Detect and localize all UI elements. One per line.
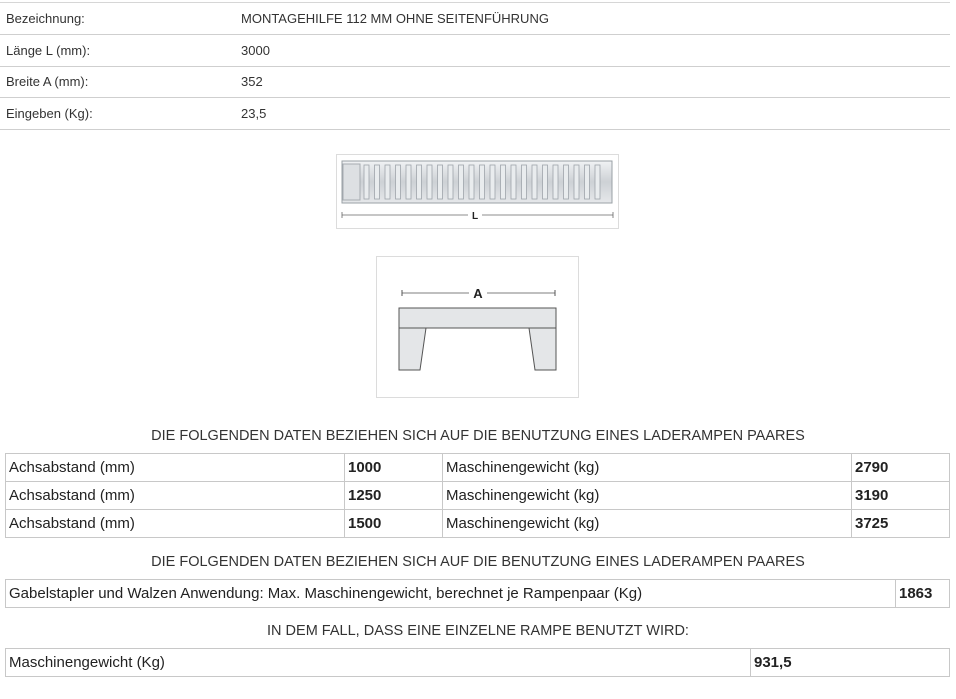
ramp-slat <box>427 165 432 199</box>
spec-label: Bezeichnung: <box>6 11 85 26</box>
ramp-slat <box>490 165 495 199</box>
ramp-cross-section-diagram <box>376 256 579 398</box>
ramp-slat <box>564 165 569 199</box>
ramp-slat <box>469 165 474 199</box>
axle-label: Achsabstand (mm) <box>6 454 345 482</box>
forklift-table <box>5 579 950 608</box>
spec-label: Breite A (mm): <box>6 74 89 89</box>
ramp-slat <box>522 165 527 199</box>
axle-value: 1250 <box>345 482 443 510</box>
weight-value: 3725 <box>852 510 950 538</box>
ramp-slat <box>480 165 485 199</box>
ramp-slat <box>595 165 600 199</box>
ramp-slat <box>396 165 401 199</box>
axle-value: 1000 <box>345 454 443 482</box>
ramp-top-view-diagram <box>336 154 619 229</box>
ramp-slat <box>385 165 390 199</box>
weight-value: 2790 <box>852 454 950 482</box>
dimension-label-l: L <box>471 211 479 222</box>
spec-row-breite <box>0 66 950 98</box>
ramp-slat <box>501 165 506 199</box>
table-row <box>6 510 950 538</box>
spec-row-gewicht <box>0 98 950 130</box>
single-ramp-label: Maschinengewicht (Kg) <box>6 649 751 677</box>
spec-value: MONTAGEHILFE 112 MM OHNE SEITENFÜHRUNG <box>241 11 549 26</box>
spec-value: 23,5 <box>241 106 267 121</box>
forklift-value: 1863 <box>896 580 950 608</box>
weight-label: Maschinengewicht (kg) <box>443 454 852 482</box>
ramp-slat <box>438 165 443 199</box>
weight-label: Maschinengewicht (kg) <box>443 482 852 510</box>
table-row <box>6 482 950 510</box>
spec-label: Länge L (mm): <box>6 43 91 58</box>
ramp-slat <box>459 165 464 199</box>
section-heading-forklift: DIE FOLGENDEN DATEN BEZIEHEN SICH AUF DIE BENUTZUNG EINES LADERAMPEN PAARES <box>151 554 805 570</box>
forklift-label: Gabelstapler und Walzen Anwendung: Max. Maschinengewicht, berechnet je Rampenpaar (Kg) <box>6 580 896 608</box>
ramp-slat <box>543 165 548 199</box>
ramp-slat <box>585 165 590 199</box>
ramp-slat <box>574 165 579 199</box>
dimension-label-a: A <box>473 286 483 301</box>
spec-row-laenge <box>0 35 950 67</box>
axle-distance-table <box>5 453 950 538</box>
spec-value: 3000 <box>241 43 270 58</box>
table-row <box>6 649 950 677</box>
ramp-slat <box>364 165 369 199</box>
table-row <box>6 454 950 482</box>
ramp-slat <box>511 165 516 199</box>
weight-value: 3190 <box>852 482 950 510</box>
table-row <box>6 580 950 608</box>
weight-label: Maschinengewicht (kg) <box>443 510 852 538</box>
ramp-cross-section-drawing <box>377 257 578 397</box>
spec-value: 352 <box>241 74 263 89</box>
section-heading-pair-data: DIE FOLGENDEN DATEN BEZIEHEN SICH AUF DIE BENUTZUNG EINES LADERAMPEN PAARES <box>151 428 805 444</box>
axle-label: Achsabstand (mm) <box>6 482 345 510</box>
single-ramp-table <box>5 648 950 677</box>
ramp-slat <box>417 165 422 199</box>
ramp-slat <box>375 165 380 199</box>
single-ramp-value: 931,5 <box>751 649 950 677</box>
ramp-slat <box>532 165 537 199</box>
ramp-slat <box>553 165 558 199</box>
axle-value: 1500 <box>345 510 443 538</box>
ramp-slat <box>448 165 453 199</box>
spec-row-bezeichnung <box>0 3 950 35</box>
ramp-top-view-drawing <box>337 155 618 228</box>
ramp-slat <box>406 165 411 199</box>
section-heading-single-ramp: IN DEM FALL, DASS EINE EINZELNE RAMPE BENUTZT WIRD: <box>267 623 689 639</box>
axle-label: Achsabstand (mm) <box>6 510 345 538</box>
spec-label: Eingeben (Kg): <box>6 106 93 121</box>
